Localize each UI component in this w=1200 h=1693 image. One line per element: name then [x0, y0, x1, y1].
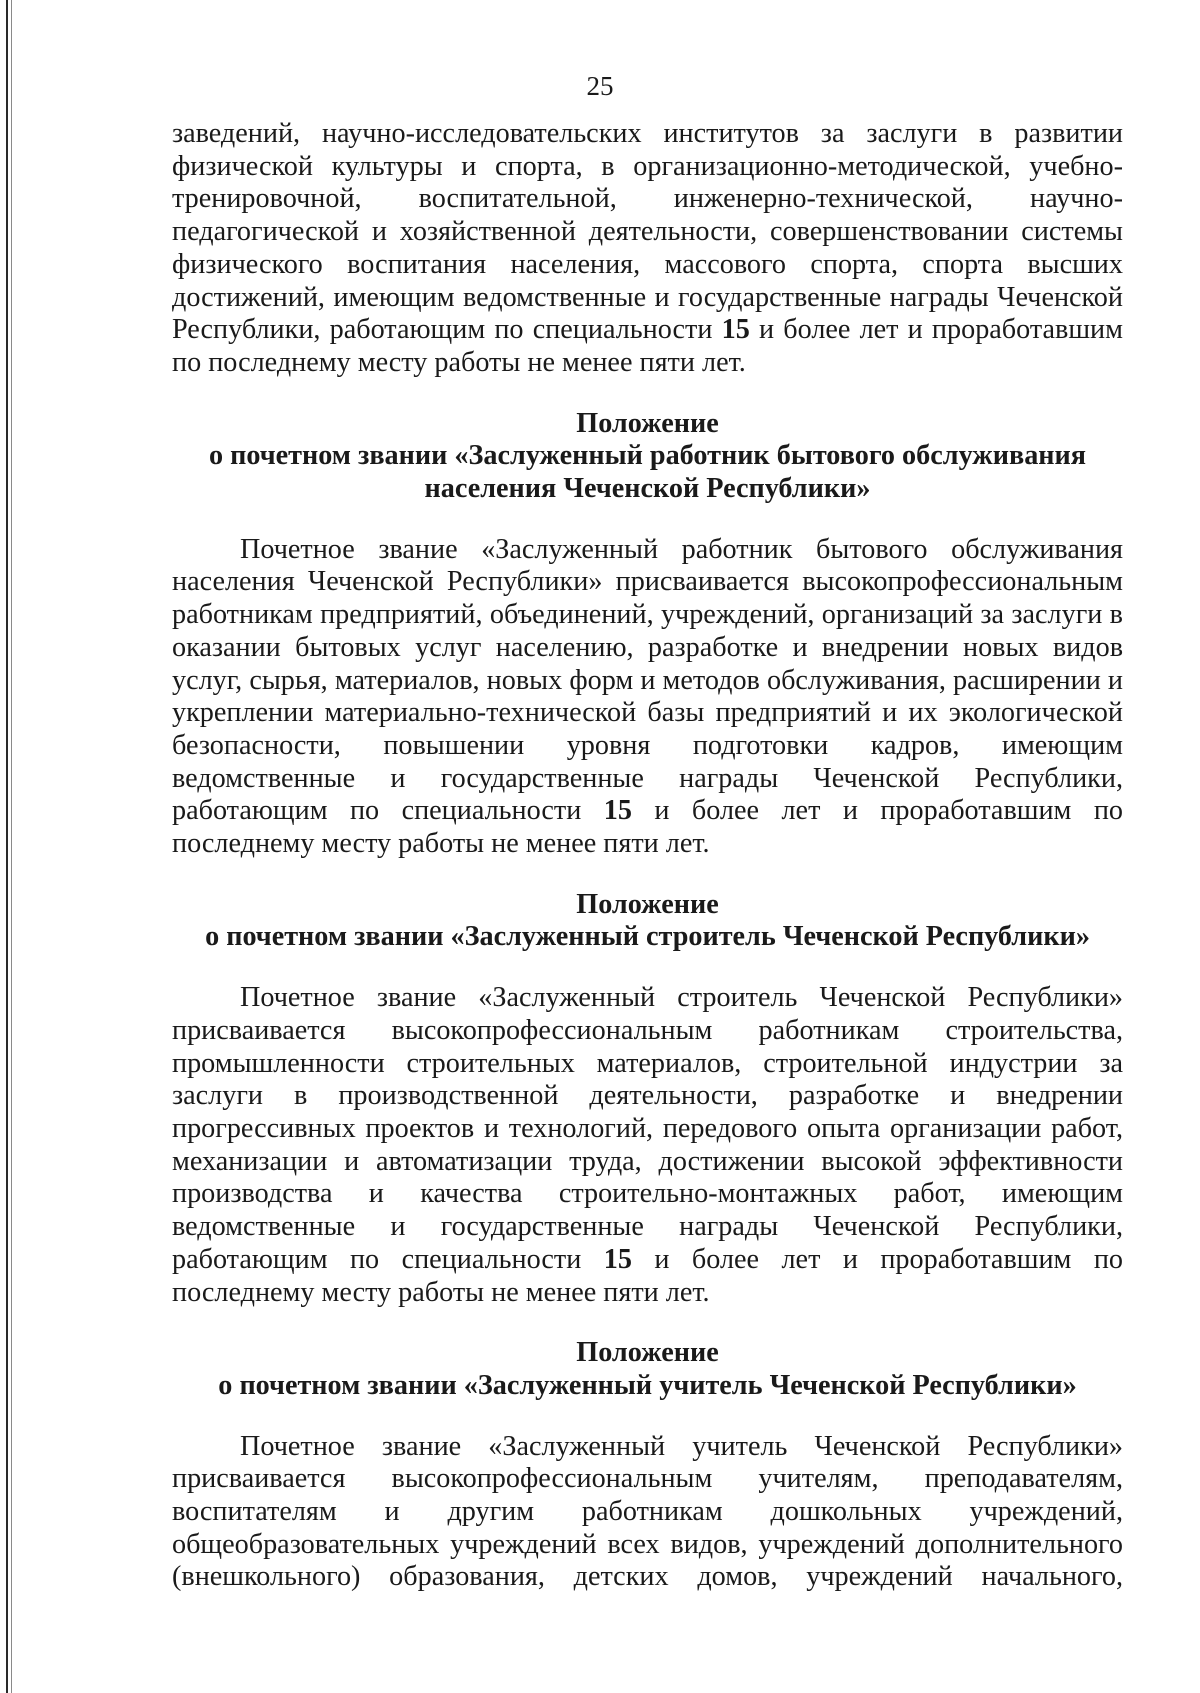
continuation-paragraph — [172, 118, 1123, 380]
heading-subtitle: о почетном звании «Заслуженный строитель Чеченской Республики» — [205, 921, 1090, 953]
heading-title: Положение — [576, 1337, 719, 1369]
section-paragraph — [172, 534, 1123, 861]
paragraph-text: Почетное звание «Заслуженный работник бытового обслуживания населения Чеченской Республики» присваивается высокопрофессиональным работникам предприятий, объединений, учреждений, организаций за заслуги в оказании бытовых услуг населению, разработке и внедрении новых видов услуг, сырья, материалов, новых форм и методов обслуживания, расширении и укреплении материально-технической базы предприятий и их экологической безопасности, повышении уровня подготовки кадров, имеющим ведомственные и государственные награды Чеченской Республики, работающим по специальности — [172, 533, 1123, 827]
paragraph-text: Почетное звание «Заслуженный учитель Чеченской Республики» присваивается высокопрофессиональным учителям, преподавателям, воспитателям и другим работникам дошкольных учреждений, общеобразовательных учреждений всех видов, учреждений дополнительного (внешкольного) образования, детских домов, учреждений начального, — [172, 1430, 1123, 1593]
scan-edge-line — [6, 0, 8, 1693]
heading-title: Положение — [576, 407, 719, 439]
document-body — [172, 118, 1123, 1594]
section-paragraph — [172, 982, 1123, 1309]
page-number: 25 — [586, 71, 614, 101]
section-heading — [172, 1337, 1123, 1402]
years-number: 15 — [603, 1243, 632, 1275]
heading-title: Положение — [576, 888, 719, 920]
years-number: 15 — [603, 795, 632, 827]
paragraph-text-end: и более лет и проработавшим по последнему месту работы не менее пяти лет. — [172, 1243, 1123, 1308]
years-number: 15 — [721, 314, 750, 346]
section-heading — [172, 408, 1123, 506]
paragraph-text-end: и более лет и проработавшим по последнему месту работы не менее пяти лет. — [172, 314, 1123, 378]
paragraph-text: Почетное звание «Заслуженный строитель Чеченской Республики» присваивается высокопрофессиональным работникам строительства, промышленности строительных материалов, строительной индустрии за заслуги в производственной деятельности, разработке и внедрении прогрессивных проектов и технологий, передового опыта организации работ, механизации и автоматизации труда, достижении высокой эффективности производства и качества строительно-монтажных работ, имеющим ведомственные и государственные награды Чеченской Республики, работающим по специальности — [172, 982, 1123, 1275]
heading-subtitle: о почетном звании «Заслуженный учитель Чеченской Республики» — [218, 1369, 1077, 1401]
paragraph-text: заведений, научно-исследовательских институтов за заслуги в развитии физической культуры и спорта, в организационно-методической, учебно-тренировочной, воспитательной, инженерно-технической, научно-педагогической и хозяйственной деятельности, совершенствовании системы физического воспитания населения, массового спорта, спорта высших достижений, имеющим ведомственные и государственные награды Чеченской Республики, работающим по специальности — [172, 118, 1123, 346]
section-paragraph — [172, 1431, 1123, 1595]
scan-edge-line-inner — [11, 0, 12, 1693]
heading-subtitle: о почетном звании «Заслуженный работник бытового обслуживания населения Чеченской Республики» — [208, 440, 1087, 505]
paragraph-text-end: и более лет и проработавшим по последнему месту работы не менее пяти лет. — [172, 795, 1123, 860]
section-heading — [172, 889, 1123, 954]
